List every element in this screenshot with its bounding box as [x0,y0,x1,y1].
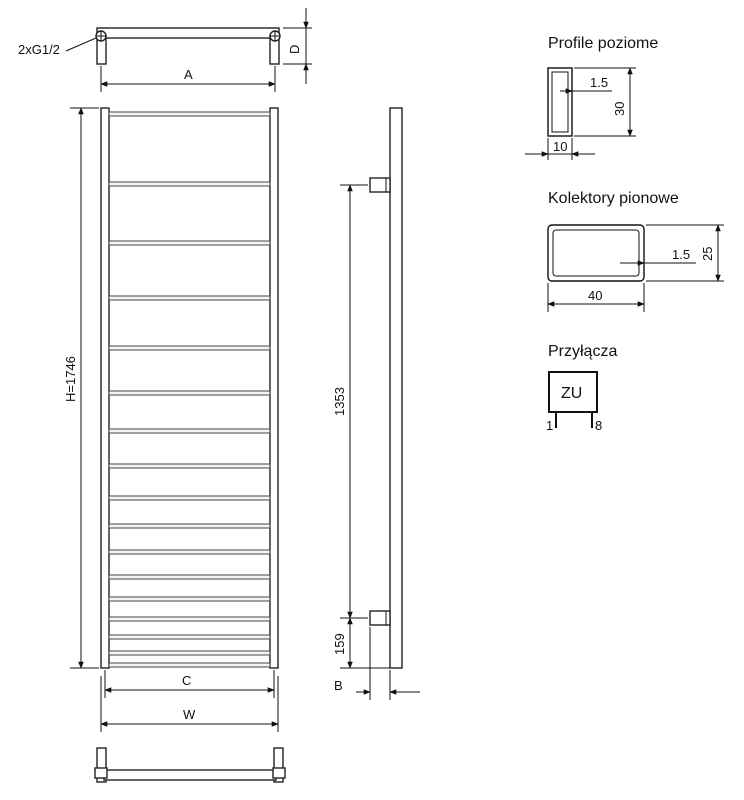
front-view [63,108,278,732]
horizontal-profile-detail [525,35,658,160]
connection-code: ZU [561,385,583,402]
horizontal-bar [109,112,270,116]
dim-bottom-label: 159 [332,633,347,655]
dim-spacing-label: 1353 [332,387,347,416]
horizontal-bar [109,524,270,528]
dim-D-label: D [287,44,302,54]
horizontal-bar [109,182,270,186]
dim-W-label: W [183,707,196,722]
vertical-collector-inner [553,230,639,276]
top-view-body [97,28,279,38]
connection-label: 2xG1/2 [18,42,60,57]
vertical-wall-label: 1.5 [672,247,691,262]
horizontal-bar [109,496,270,500]
horizontal-bar [109,575,270,579]
horizontal-wall-label: 1.5 [590,75,609,90]
connection-left-number: 1 [546,418,554,433]
horizontal-bar [109,550,270,554]
horizontal-bar [109,346,270,350]
dim-B-label: B [334,678,343,693]
dim-C-label: C [182,673,192,688]
upper-bracket [370,178,390,192]
vertical-height-label: 25 [700,246,715,261]
horizontal-profile-inner [552,72,568,132]
horizontal-bar [109,663,270,667]
horizontal-bar [109,464,270,468]
horizontal-bar [109,241,270,245]
horizontal-bar [109,597,270,601]
side-view [332,108,420,700]
horizontal-bar [109,429,270,433]
connection-right-number: 8 [595,418,603,433]
right-collector [270,108,278,668]
horizontal-height-label: 30 [612,101,627,116]
horizontal-bar [109,635,270,639]
horizontal-bars [109,112,270,667]
bottom-view-left-cap [95,768,107,778]
bottom-view [95,748,285,782]
dim-H-label: H=1746 [63,356,78,402]
connections-detail [546,343,617,433]
bottom-view-body [104,770,276,780]
bottom-view-right-cap [273,768,285,778]
horizontal-bar [109,296,270,300]
vertical-collector-title: Kolektory pionowe [548,190,679,207]
vertical-collector-detail [548,190,724,312]
horizontal-width-label: 10 [553,139,568,154]
top-view [18,8,312,92]
horizontal-profile-title: Profile poziome [548,35,659,52]
horizontal-bar [109,651,270,655]
side-collector [390,108,402,668]
connections-title: Przyłącza [548,343,618,360]
horizontal-bar [109,391,270,395]
dim-A-label: A [184,67,193,82]
lower-bracket [370,611,390,625]
horizontal-bar [109,617,270,621]
vertical-width-label: 40 [588,288,603,303]
vertical-collector-outer [548,225,644,281]
left-collector [101,108,109,668]
